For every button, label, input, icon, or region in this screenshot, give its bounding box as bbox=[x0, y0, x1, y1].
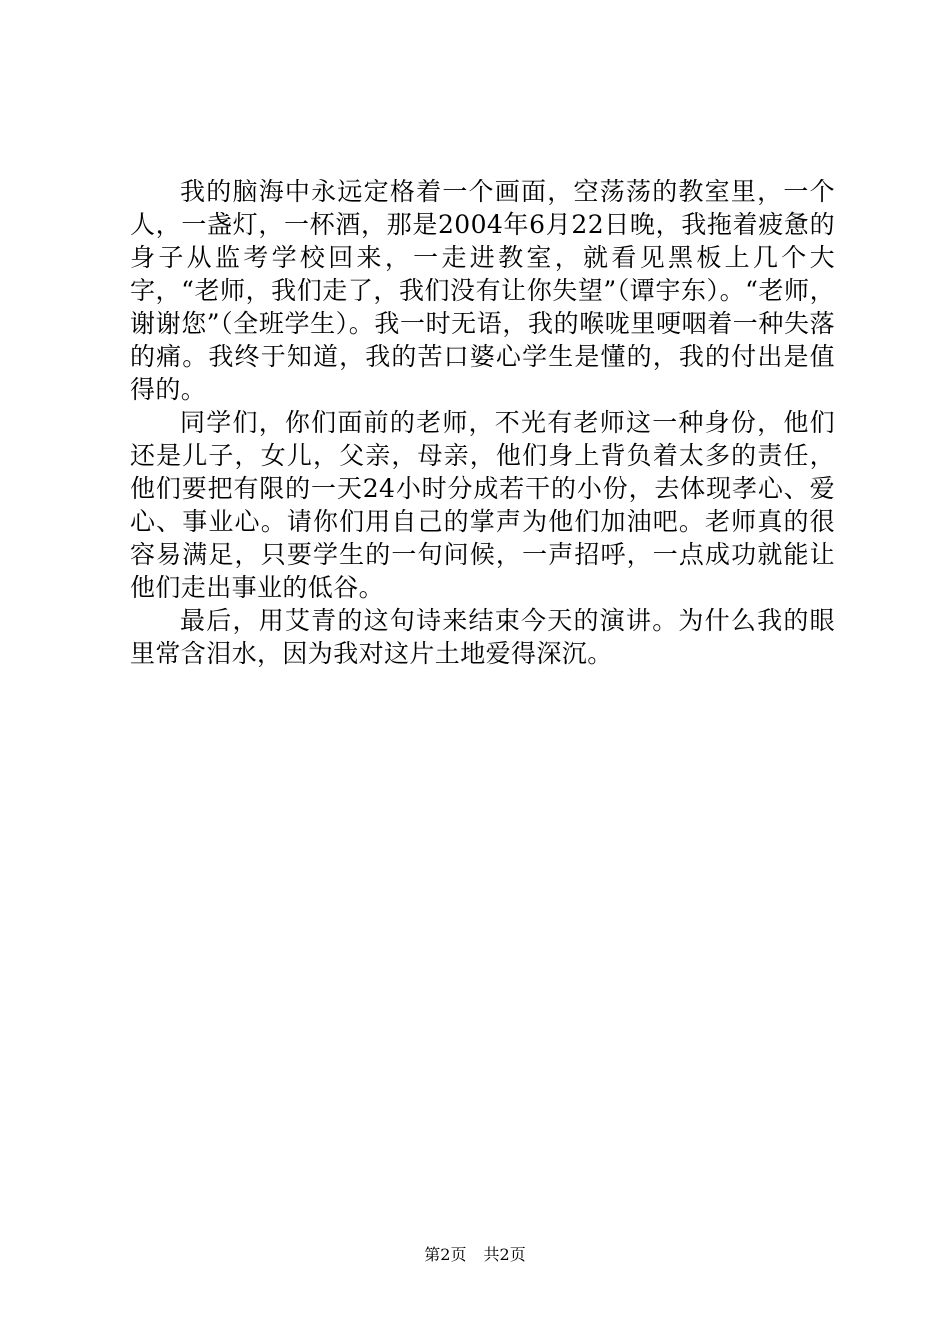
page-total: 共2页 bbox=[483, 1245, 526, 1264]
paragraph: 我的脑海中永远定格着一个画面，空荡荡的教室里，一个人，一盏灯，一杯酒，那是2004年6月22日晚，我拖着疲惫的身子从监考学校回来，一走进教室，就看见黑板上几个大字，“老师，我们走了，我们没有让你失望”（谭宇东）。“老师，谢谢您”（全班学生）。我一时无语，我的喉咙里哽咽着一种失落的痛。我终于知道，我的苦口婆心学生是懂的，我的付出是值得的。 bbox=[130, 177, 835, 404]
paragraph: 最后，用艾青的这句诗来结束今天的演讲。为什么我的眼里常含泪水，因为我对这片土地爱得深沉。 bbox=[130, 606, 835, 668]
page-number: 第2页 bbox=[424, 1245, 467, 1264]
page-footer bbox=[0, 1244, 950, 1266]
paragraph: 同学们，你们面前的老师，不光有老师这一种身份，他们还是儿子，女儿，父亲，母亲，他们身上背负着太多的责任，他们要把有限的一天24小时分成若干的小份，去体现孝心、爱心、事业心。请你们用自己的掌声为他们加油吧。老师真的很容易满足，只要学生的一句问候，一声招呼，一点成功就能让他们走出事业的低谷。 bbox=[130, 408, 835, 602]
document-body bbox=[130, 175, 835, 670]
